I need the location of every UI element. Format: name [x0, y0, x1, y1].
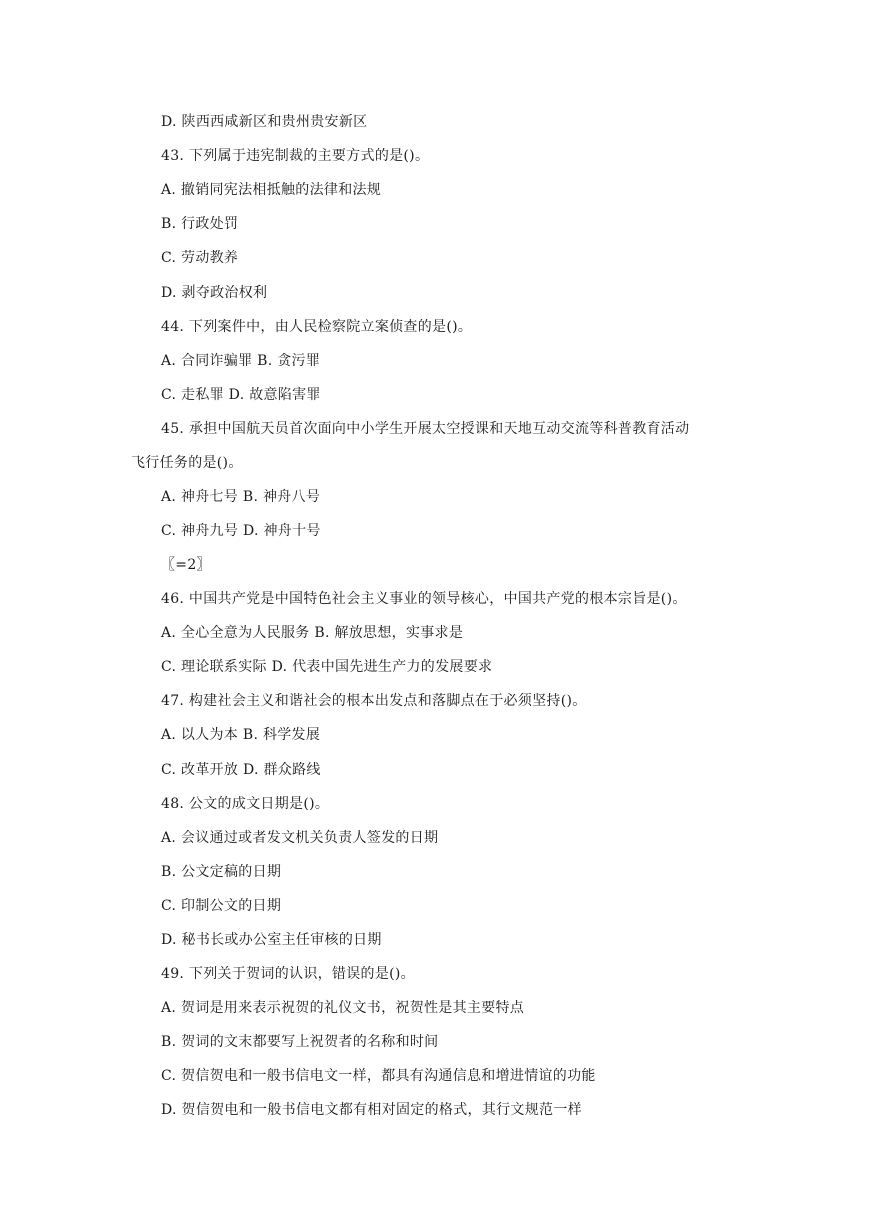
question-48: 48. 公文的成文日期是()。: [161, 796, 330, 812]
options-ab-q44: A. 合同诈骗罪 B. 贪污罪: [161, 353, 321, 369]
options-cd-q47: C. 改革开放 D. 群众路线: [161, 762, 321, 778]
option-a-q43: A. 撤销同宪法相抵触的法律和法规: [161, 182, 382, 198]
option-b-q48: B. 公文定稿的日期: [161, 864, 282, 880]
question-44: 44. 下列案件中，由人民检察院立案侦查的是()。: [161, 319, 473, 335]
option-c-q49: C. 贺信贺电和一般书信电文一样，都具有沟通信息和增进情谊的功能: [161, 1068, 596, 1084]
options-cd-q45: C. 神舟九号 D. 神舟十号: [161, 523, 321, 539]
option-c-q43: C. 劳动教养: [161, 250, 239, 266]
question-45-continued: 飞行任务的是()。: [131, 455, 243, 471]
option-b-q49: B. 贺词的文末都要写上祝贺者的名称和时间: [161, 1034, 439, 1050]
option-c-q48: C. 印制公文的日期: [161, 898, 282, 914]
options-cd-q44: C. 走私罪 D. 故意陷害罪: [161, 387, 321, 403]
options-cd-q46: C. 理论联系实际 D. 代表中国先进生产力的发展要求: [161, 659, 493, 675]
options-ab-q45: A. 神舟七号 B. 神舟八号: [161, 489, 321, 505]
question-49: 49. 下列关于贺词的认识，错误的是()。: [161, 966, 415, 982]
options-ab-q46: A. 全心全意为人民服务 B. 解放思想，实事求是: [161, 625, 464, 641]
option-a-q49: A. 贺词是用来表示祝贺的礼仪文书，祝贺性是其主要特点: [161, 1000, 525, 1016]
question-43: 43. 下列属于违宪制裁的主要方式的是()。: [161, 148, 430, 164]
question-47: 47. 构建社会主义和谐社会的根本出发点和落脚点在于必须坚持()。: [161, 693, 587, 709]
option-d-q42: D. 陕西西咸新区和贵州贵安新区: [161, 114, 368, 130]
option-d-q48: D. 秘书长或办公室主任审核的日期: [161, 932, 382, 948]
option-d-q43: D. 剥夺政治权利: [161, 285, 268, 301]
options-ab-q47: A. 以人为本 B. 科学发展: [161, 727, 321, 743]
question-45: 45. 承担中国航天员首次面向中小学生开展太空授课和天地互动交流等科普教育活动: [161, 421, 690, 437]
option-d-q49: D. 贺信贺电和一般书信电文都有相对固定的格式，其行文规范一样: [161, 1102, 582, 1118]
option-b-q43: B. 行政处罚: [161, 216, 239, 232]
layout-marker: 〖=2〗: [161, 557, 211, 573]
option-a-q48: A. 会议通过或者发文机关负责人签发的日期: [161, 830, 439, 846]
question-46: 46. 中国共产党是中国特色社会主义事业的领导核心，中国共产党的根本宗旨是()。: [161, 591, 687, 607]
